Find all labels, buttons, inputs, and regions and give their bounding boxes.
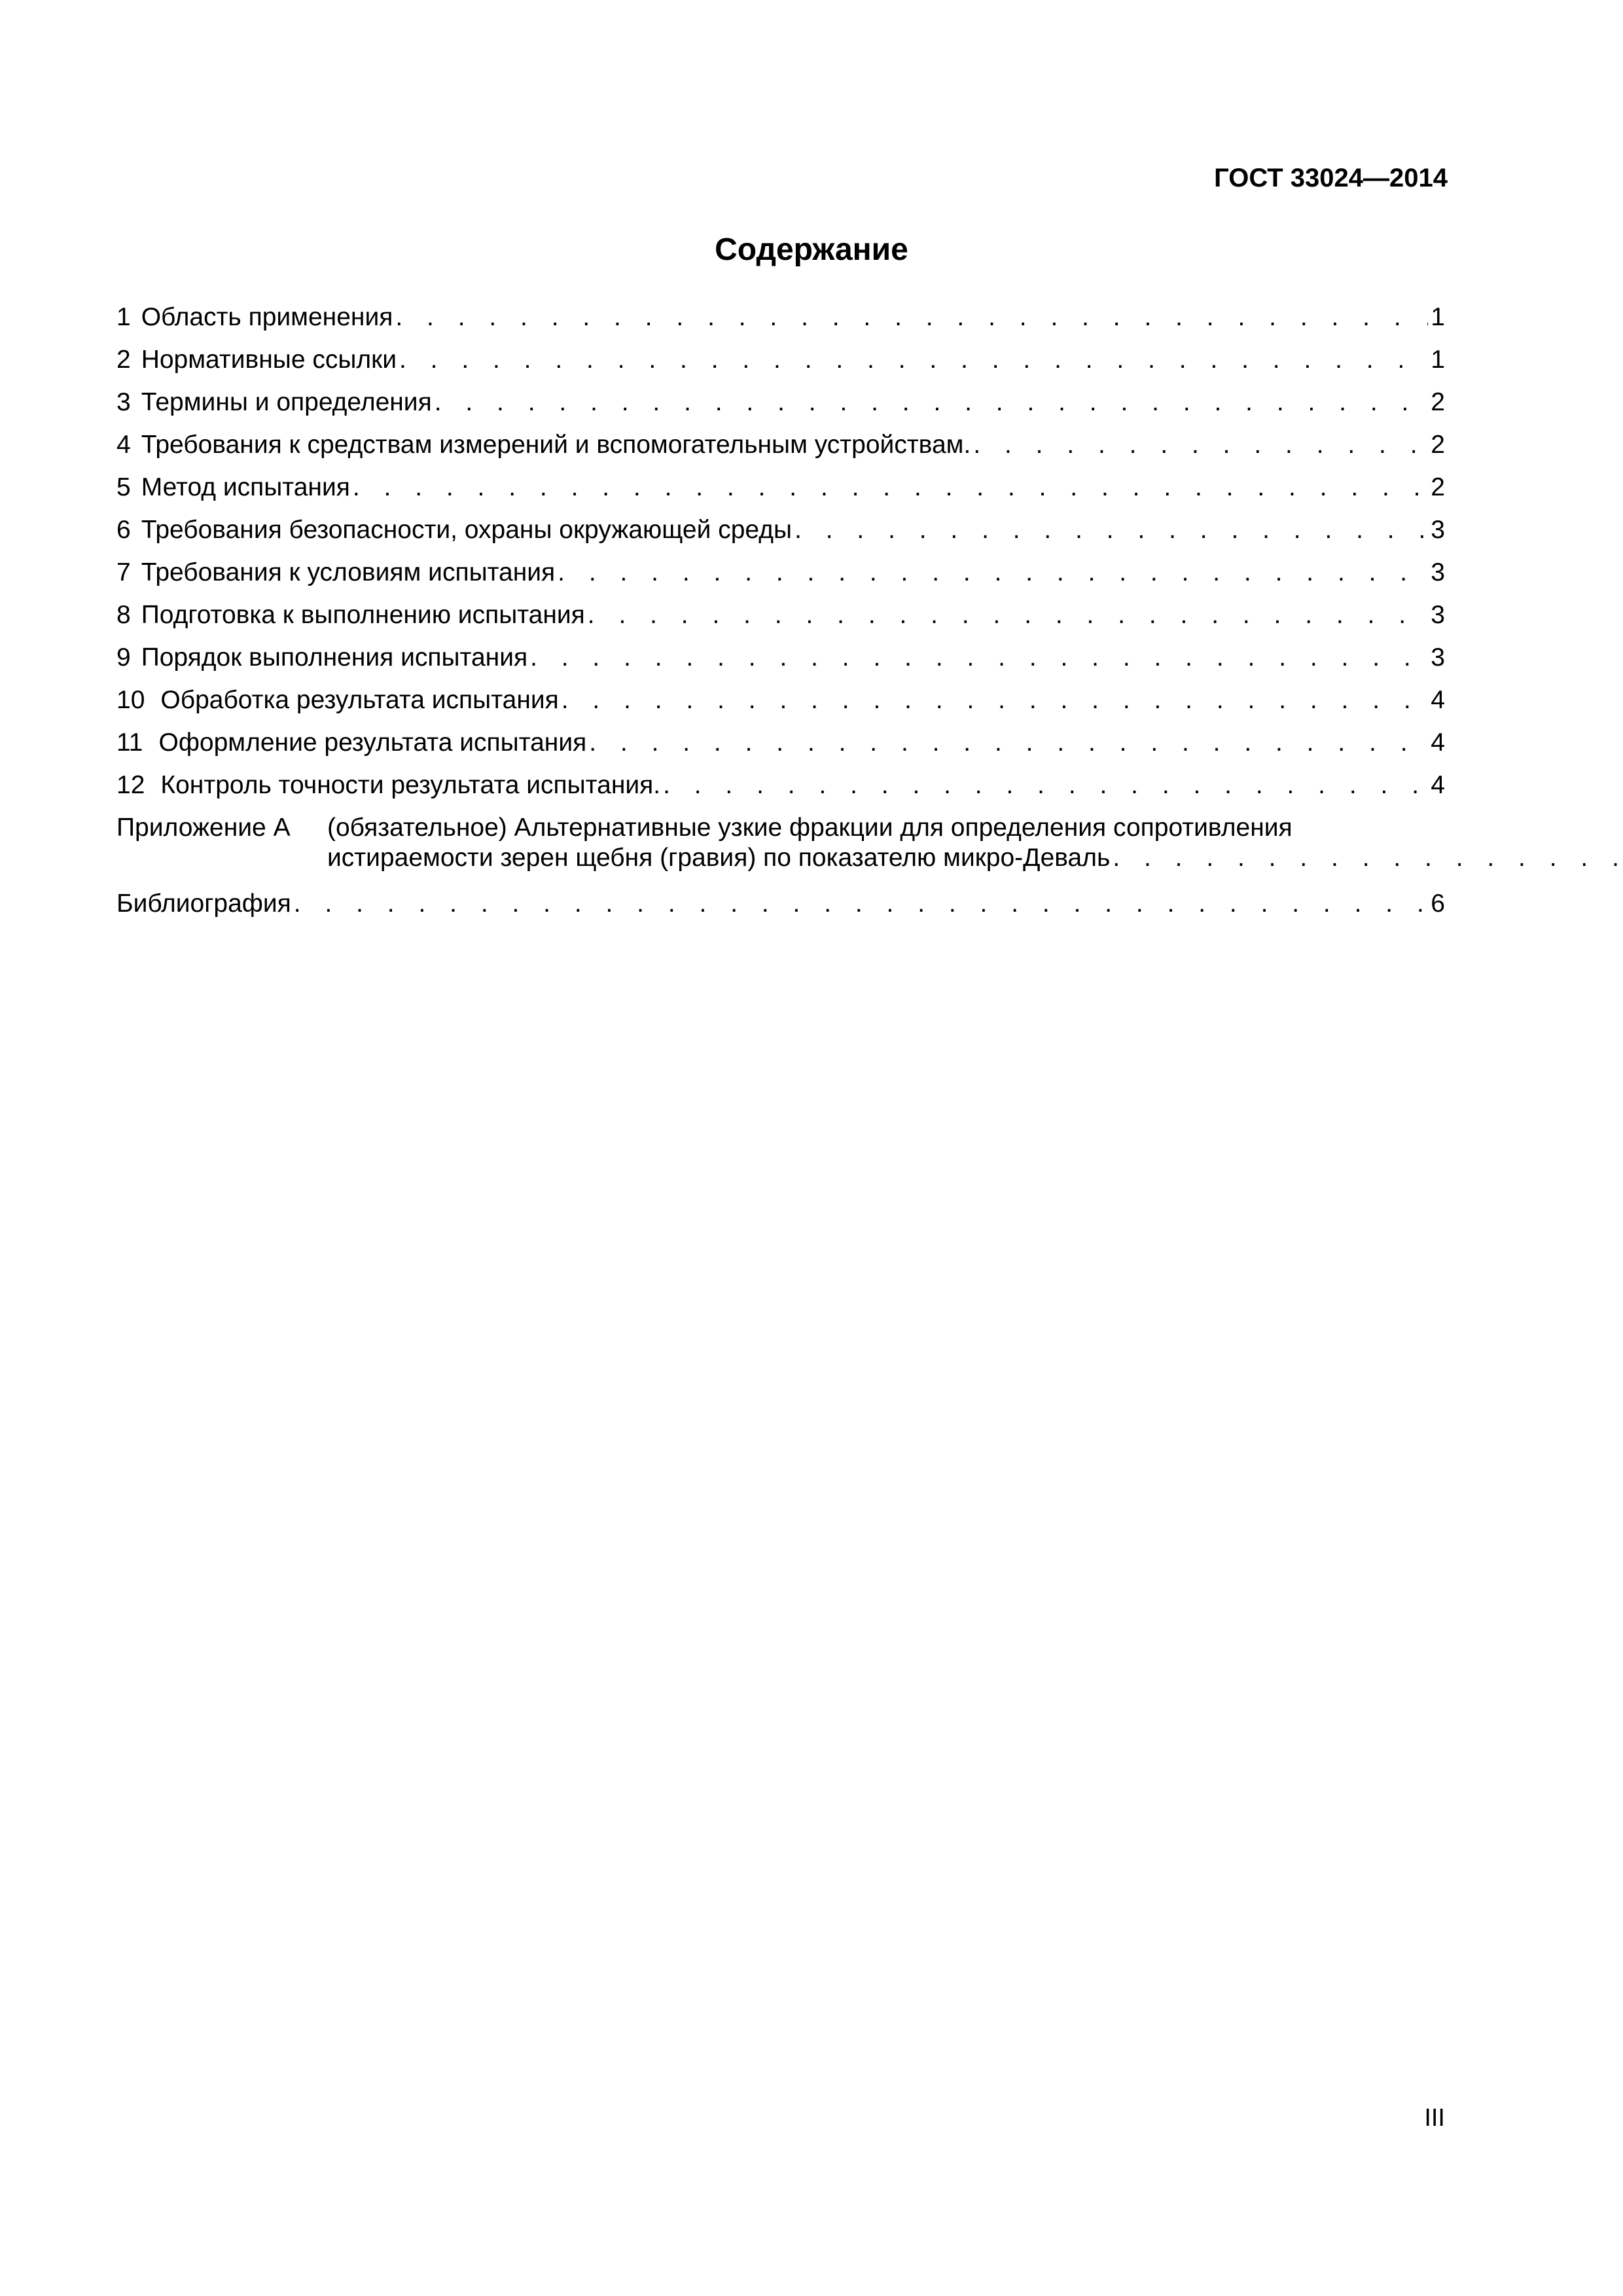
toc-item-9[interactable] bbox=[116, 643, 1445, 685]
dot-leader bbox=[435, 387, 1429, 418]
annex-label: Приложение А bbox=[116, 814, 291, 842]
bibliography-page: 6 bbox=[1431, 889, 1445, 918]
annex-title-line-1: (обязательное) Альтернативные узкие фракции для определения сопротивления bbox=[327, 814, 1293, 842]
toc-item-4[interactable] bbox=[116, 430, 1445, 473]
annex-title bbox=[327, 813, 1623, 889]
dot-leader bbox=[395, 302, 1428, 332]
toc-item-title: Требования безопасности, охраны окружающей среды bbox=[141, 516, 793, 544]
toc-item-title: Обработка результата испытания bbox=[160, 686, 559, 714]
toc-item-page: 1 bbox=[1431, 346, 1445, 374]
toc-item-8[interactable] bbox=[116, 600, 1445, 643]
toc-item-number: 8 bbox=[116, 601, 131, 629]
dot-leader bbox=[1113, 843, 1623, 873]
toc-item-number: 11 bbox=[116, 728, 143, 757]
dot-leader bbox=[530, 643, 1428, 673]
toc-item-6[interactable] bbox=[116, 515, 1445, 558]
dot-leader bbox=[399, 345, 1428, 375]
bibliography-title: Библиография bbox=[116, 889, 291, 918]
toc-item-number: 4 bbox=[116, 431, 131, 459]
toc-item-page: 2 bbox=[1431, 388, 1445, 416]
toc-item-3[interactable] bbox=[116, 387, 1445, 430]
toc-item-title: Термины и определения bbox=[141, 388, 432, 416]
toc-item-1[interactable] bbox=[116, 302, 1445, 345]
toc-item-7[interactable] bbox=[116, 558, 1445, 600]
toc-item-number: 12 bbox=[116, 771, 145, 799]
toc-item-number: 5 bbox=[116, 473, 131, 501]
page-number: III bbox=[1424, 2104, 1445, 2132]
toc-title: Содержание bbox=[715, 232, 908, 267]
toc-item-10[interactable] bbox=[116, 685, 1445, 728]
toc-item-page: 1 bbox=[1431, 303, 1445, 331]
dot-leader bbox=[794, 515, 1428, 545]
toc-item-page: 4 bbox=[1431, 728, 1445, 757]
annex-title-line-2-row bbox=[327, 843, 1623, 873]
document-code: ГОСТ 33024—2014 bbox=[1214, 164, 1448, 192]
toc-item-title: Порядок выполнения испытания bbox=[141, 643, 528, 672]
toc-item-title: Контроль точности результата испытания. bbox=[160, 771, 661, 799]
toc-item-number: 9 bbox=[116, 643, 131, 672]
toc-item-page: 3 bbox=[1431, 516, 1445, 544]
toc-item-page: 3 bbox=[1431, 558, 1445, 586]
toc-item-11[interactable] bbox=[116, 728, 1445, 770]
toc-item-number: 6 bbox=[116, 516, 131, 544]
toc-item-title: Метод испытания bbox=[141, 473, 350, 501]
dot-leader bbox=[558, 558, 1428, 588]
dot-leader bbox=[562, 685, 1429, 715]
toc-item-title: Оформление результата испытания bbox=[158, 728, 587, 757]
toc-item-2[interactable] bbox=[116, 345, 1445, 387]
dot-leader bbox=[589, 728, 1428, 758]
toc-item-page: 2 bbox=[1431, 473, 1445, 501]
dot-leader bbox=[353, 473, 1428, 503]
annex-title-line-2: истираемости зерен щебня (гравия) по показателю микро-Деваль bbox=[327, 844, 1111, 872]
toc-item-page: 4 bbox=[1431, 771, 1445, 799]
toc-item-number: 2 bbox=[116, 346, 131, 374]
toc-item-title: Требования к условиям испытания bbox=[141, 558, 556, 586]
toc-item-number: 10 bbox=[116, 686, 145, 714]
toc-bibliography[interactable] bbox=[116, 889, 1445, 931]
toc-item-title: Область применения bbox=[141, 303, 393, 331]
toc-item-number: 7 bbox=[116, 558, 131, 586]
toc-item-page: 3 bbox=[1431, 643, 1445, 672]
toc-item-page: 4 bbox=[1431, 686, 1445, 714]
toc-item-number: 3 bbox=[116, 388, 131, 416]
dot-leader bbox=[663, 770, 1428, 800]
toc-item-title: Требования к средствам измерений и вспомогательным устройствам. bbox=[141, 431, 971, 459]
toc-item-number: 1 bbox=[116, 303, 131, 331]
toc-item-title: Подготовка к выполнению испытания bbox=[141, 601, 585, 629]
toc-item-page: 3 bbox=[1431, 601, 1445, 629]
dot-leader bbox=[973, 430, 1428, 460]
toc-annex-a[interactable] bbox=[116, 813, 1445, 889]
table-of-contents bbox=[116, 302, 1445, 931]
toc-item-12[interactable] bbox=[116, 770, 1445, 813]
dot-leader bbox=[294, 889, 1429, 919]
toc-item-title: Нормативные ссылки bbox=[141, 346, 397, 374]
toc-item-page: 2 bbox=[1431, 431, 1445, 459]
dot-leader bbox=[588, 600, 1429, 630]
toc-item-5[interactable] bbox=[116, 473, 1445, 515]
